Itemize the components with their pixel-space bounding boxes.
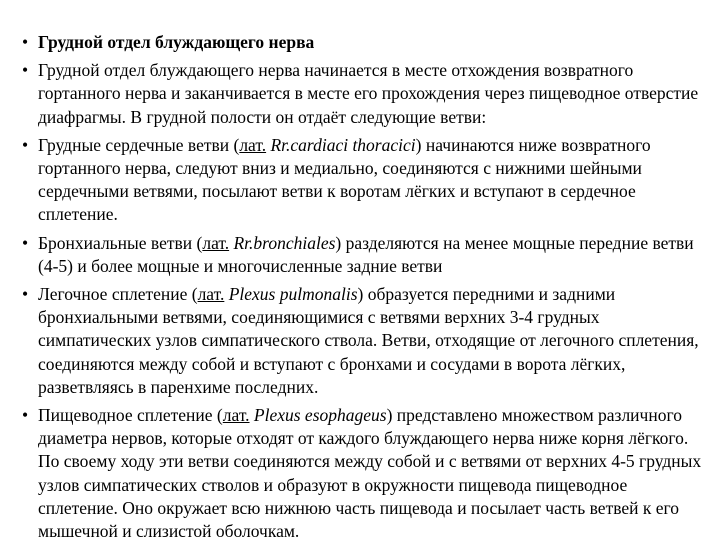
lat-link[interactable]: лат. <box>197 284 225 305</box>
latin-term: Rr.cardiaci thoracici <box>266 134 416 155</box>
paragraph-text-before: Грудные сердечные ветви ( <box>38 134 240 155</box>
bullet-item-cardiac-branches <box>22 134 702 227</box>
latin-term: Plexus pulmonalis <box>224 284 358 305</box>
paragraph-text-after: ) представлено множеством различного диаметра нервов, которые отходят от каждого блуждающего нерва ниже корня лёгкого. По своему ходу эти ветви соединяются между собой и с ветвями от верхних 4-5 грудных узлов симпатических стволов и образуют в окружности пищевода пищеводное сплетение. Оно окружает всю нижнюю часть пищевода и посылает часть ветвей к его мышечной и слизистой оболочкам. <box>38 405 702 542</box>
bullet-list <box>22 31 702 548</box>
lat-link[interactable]: лат. <box>202 232 230 253</box>
bullet-icon: • <box>22 60 29 81</box>
paragraph-text-before: Легочное сплетение ( <box>38 284 198 305</box>
paragraph-text: Грудной отдел блуждающего нерва начинается в месте отхождения возвратного гортанного нерва и заканчивается в месте его прохождения через пищеводное отверстие диафрагмы. В грудной полости он отдаёт следующие ветви: <box>38 60 699 127</box>
bullet-item-esophageal-plexus <box>22 404 702 543</box>
paragraph-text-before: Пищеводное сплетение ( <box>38 405 223 426</box>
lat-link[interactable]: лат. <box>239 134 267 155</box>
bullet-item-bronchial-branches <box>22 232 702 278</box>
bullet-icon: • <box>22 32 29 52</box>
bullet-icon: • <box>22 134 29 155</box>
section-heading: Грудной отдел блуждающего нерва <box>38 32 315 52</box>
latin-term: Plexus esophageus <box>249 405 387 426</box>
latin-term: Rr.bronchiales <box>229 232 336 253</box>
bullet-icon: • <box>22 232 29 253</box>
bullet-item-intro <box>22 59 702 129</box>
paragraph-text-after: ) разделяются на менее мощные передние ветви (4-5) и более мощные и многочисленные задние ветви <box>38 232 694 276</box>
bullet-icon: • <box>22 405 29 426</box>
bullet-item-heading <box>22 31 702 54</box>
bullet-icon: • <box>22 284 29 305</box>
paragraph-text-after: ) образуется передними и задними бронхиальными ветвями, соединяющимися с ветвями верхних 3-4 грудных симпатических узлов симпатического ствола. Ветви, отходящие от легочного сплетения, соединяются между собой и вступают с бронхами и сосудами в ворота лёгких, разветвляясь в паренхиме последних. <box>38 284 699 397</box>
paragraph-text-before: Бронхиальные ветви ( <box>38 232 203 253</box>
paragraph-text-after: ) начинаются ниже возвратного гортанного нерва, следуют вниз и медиально, соединяются с нижними шейными сердечными ветвями, посылают ветви к воротам лёгких и вступают в сердечное сплетение. <box>38 134 651 225</box>
bullet-item-pulmonary-plexus <box>22 283 702 399</box>
lat-link[interactable]: лат. <box>222 405 250 426</box>
